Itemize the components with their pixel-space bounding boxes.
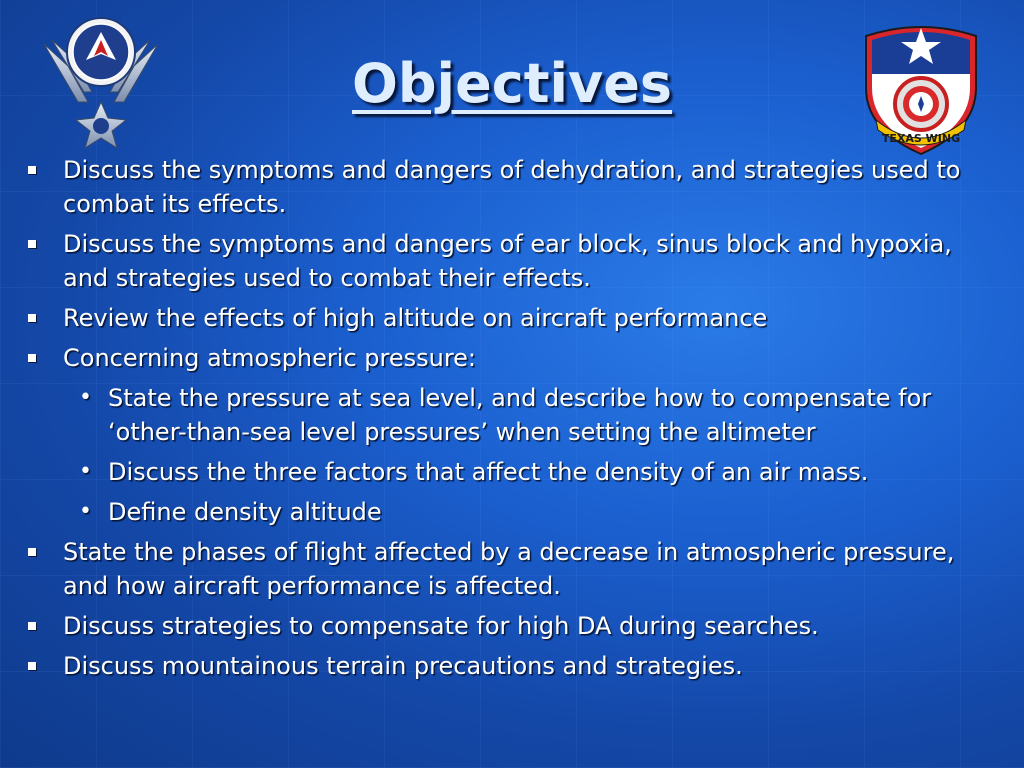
list-item-text: Discuss mountainous terrain precautions and strategies. xyxy=(63,652,743,680)
round-bullet-icon: • xyxy=(79,385,92,410)
list-item xyxy=(26,153,1001,221)
list-item-text: Discuss the symptoms and dangers of ear block, sinus block and hypoxia, and strategies used to combat their effects. xyxy=(63,230,952,292)
list-item-text: Define density altitude xyxy=(108,498,382,526)
sub-list-item xyxy=(26,495,1001,529)
list-item xyxy=(26,649,1001,683)
sub-list-item xyxy=(26,381,1001,449)
list-item-text: Review the effects of high altitude on aircraft performance xyxy=(63,304,768,332)
objectives-list xyxy=(26,153,1001,689)
square-bullet-icon xyxy=(26,227,63,295)
list-item-text: State the pressure at sea level, and describe how to compensate for ‘other-than-sea level pressures’ when setting the altimeter xyxy=(108,384,932,446)
texas-wing-label: TEXAS WING xyxy=(881,132,961,145)
round-bullet-icon: • xyxy=(79,459,92,484)
list-item xyxy=(26,301,1001,335)
square-bullet-icon xyxy=(26,153,63,221)
texas-wing-shield-icon xyxy=(852,18,990,158)
list-item-text: Discuss the symptoms and dangers of dehydration, and strategies used to combat its effects. xyxy=(63,156,961,218)
square-bullet-icon xyxy=(26,649,63,683)
round-bullet-icon: • xyxy=(79,499,92,524)
texas-wing-logo xyxy=(852,18,990,158)
sub-list-item xyxy=(26,455,1001,489)
list-item xyxy=(26,227,1001,295)
list-item xyxy=(26,535,1001,603)
list-item-text: Concerning atmospheric pressure: xyxy=(63,344,477,372)
square-bullet-icon xyxy=(26,609,63,643)
list-item xyxy=(26,341,1001,375)
list-item xyxy=(26,609,1001,643)
square-bullet-icon xyxy=(26,535,63,603)
list-item-text: Discuss strategies to compensate for high DA during searches. xyxy=(63,612,819,640)
slide-title: Objectives xyxy=(352,52,672,115)
square-bullet-icon xyxy=(26,341,63,375)
list-item-text: Discuss the three factors that affect the density of an air mass. xyxy=(108,458,869,486)
square-bullet-icon xyxy=(26,301,63,335)
list-item-text: State the phases of flight affected by a decrease in atmospheric pressure, and how aircraft performance is affected. xyxy=(63,538,955,600)
